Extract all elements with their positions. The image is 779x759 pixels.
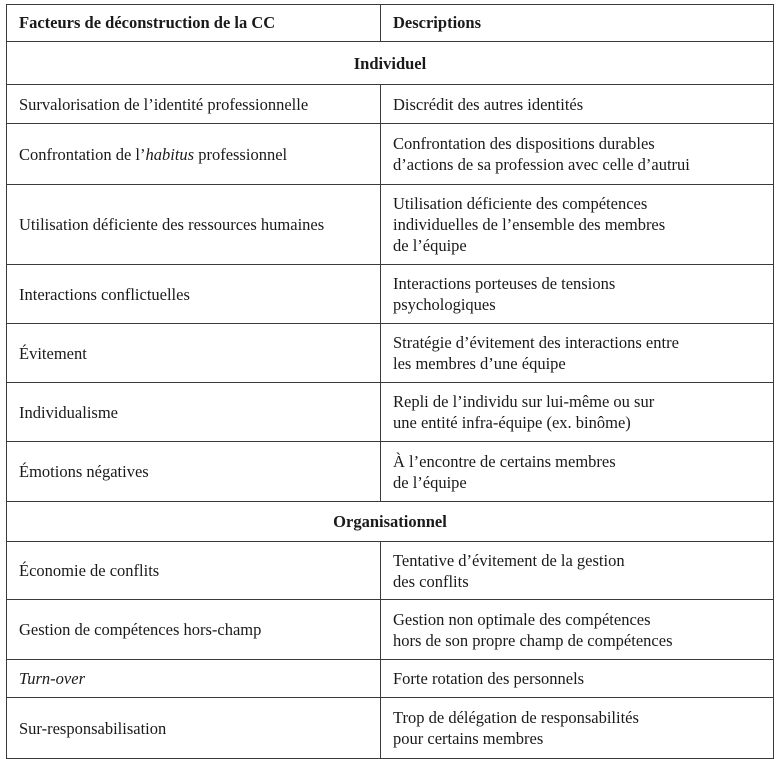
description-cell <box>381 698 774 759</box>
description-cell: Discrédit des autres identités <box>381 85 774 124</box>
description-line: Trop de délégation de responsabilités <box>393 708 639 727</box>
factor-italic-text: habitus <box>145 144 195 164</box>
factor-cell: Gestion de compétences hors-champ <box>7 600 381 660</box>
factor-cell: Économie de conflits <box>7 542 381 600</box>
description-cell <box>381 542 774 600</box>
description-cell: Forte rotation des personnels <box>381 660 774 698</box>
factors-table <box>6 4 774 759</box>
description-line: une entité infra-équipe (ex. binôme) <box>393 413 631 432</box>
description-line: des conflits <box>393 571 469 591</box>
description-line: Gestion non optimale des compétences <box>393 609 651 629</box>
header-row <box>7 5 774 42</box>
description-line: Confrontation des dispositions durables <box>393 134 655 153</box>
description-line: Tentative d’évitement de la gestion <box>393 550 625 570</box>
factor-cell: Utilisation déficiente des ressources humaines <box>7 185 381 265</box>
section-row <box>7 42 774 85</box>
description-line: Stratégie d’évitement des interactions entre <box>393 333 679 352</box>
table-row <box>7 698 774 759</box>
description-line: de l’équipe <box>393 472 467 492</box>
description-cell <box>381 185 774 265</box>
description-cell <box>381 442 774 502</box>
table-row <box>7 124 774 185</box>
description-line: d’actions de sa profession avec celle d’autrui <box>393 155 690 174</box>
table-row <box>7 660 774 698</box>
factor-cell <box>7 660 381 698</box>
factor-cell: Individualisme <box>7 383 381 442</box>
description-line: de l’équipe <box>393 236 467 255</box>
table-row <box>7 185 774 265</box>
table-row <box>7 85 774 124</box>
table-row <box>7 542 774 600</box>
description-line: les membres d’une équipe <box>393 354 566 373</box>
section-title: Organisationnel <box>7 502 774 542</box>
header-descriptions: Descriptions <box>381 5 774 42</box>
description-cell <box>381 600 774 660</box>
header-factors: Facteurs de déconstruction de la CC <box>7 5 381 42</box>
description-cell <box>381 324 774 383</box>
table-row <box>7 600 774 660</box>
factor-cell: Survalorisation de l’identité professionnelle <box>7 85 381 124</box>
description-line: Repli de l’individu sur lui-même ou sur <box>393 392 655 411</box>
factor-cell: Émotions négatives <box>7 442 381 502</box>
description-cell <box>381 124 774 185</box>
description-line: hors de son propre champ de compétences <box>393 630 673 650</box>
factor-cell <box>7 124 381 185</box>
section-row <box>7 502 774 542</box>
table-row <box>7 324 774 383</box>
factor-text: professionnel <box>194 144 288 164</box>
description-cell <box>381 265 774 324</box>
description-line: À l’encontre de certains membres <box>393 451 616 471</box>
table-row <box>7 265 774 324</box>
table-row <box>7 383 774 442</box>
factor-cell: Interactions conflictuelles <box>7 265 381 324</box>
factor-italic-text: Turn-over <box>19 669 85 688</box>
description-cell <box>381 383 774 442</box>
description-line: psychologiques <box>393 295 496 314</box>
description-line: Interactions porteuses de tensions <box>393 274 616 293</box>
table-row <box>7 442 774 502</box>
section-title: Individuel <box>7 42 774 85</box>
factor-text: Confrontation de l’ <box>19 144 146 164</box>
description-line: pour certains membres <box>393 729 544 748</box>
factor-cell: Sur-responsabilisation <box>7 698 381 759</box>
description-line: individuelles de l’ensemble des membres <box>393 215 666 234</box>
description-line: Utilisation déficiente des compétences <box>393 194 648 213</box>
factor-cell: Évitement <box>7 324 381 383</box>
